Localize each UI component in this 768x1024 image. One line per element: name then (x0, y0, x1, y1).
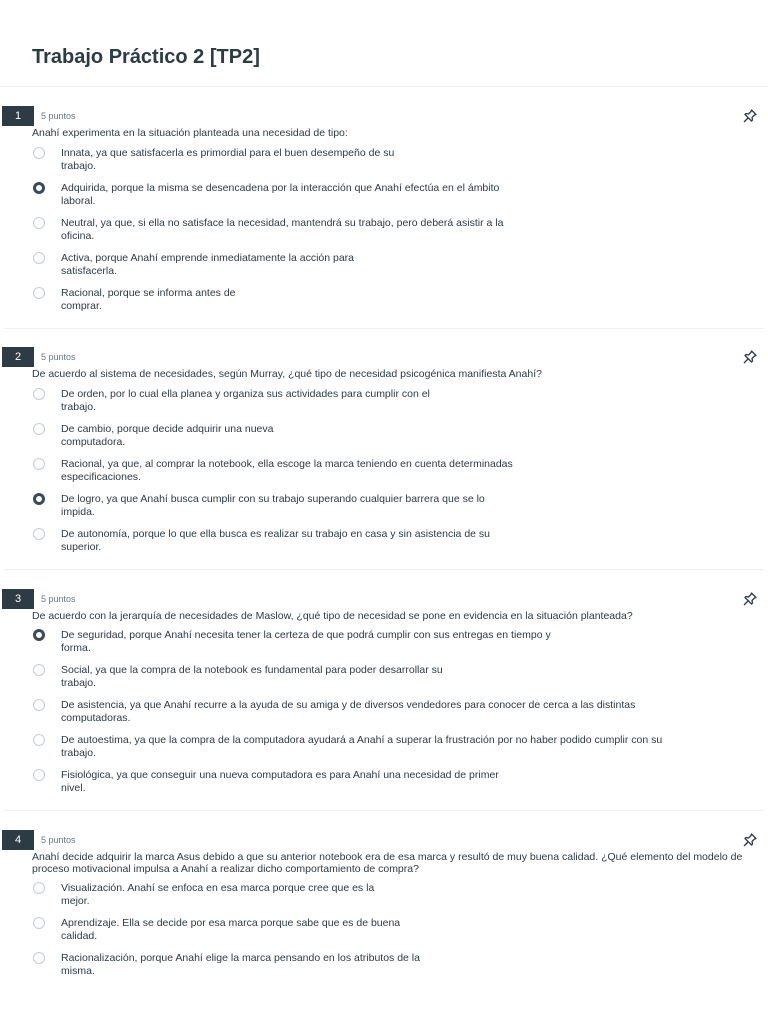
question-points: 5 puntos (41, 594, 76, 604)
option-text-cont: forma. (61, 642, 91, 654)
title-divider (0, 86, 768, 87)
radio-button[interactable] (33, 217, 45, 229)
option-text-cont: trabajo. (61, 401, 97, 413)
pin-icon[interactable] (742, 349, 758, 365)
question-number: 2 (2, 347, 34, 367)
option-text: Racional, ya que, al comprar la notebook, ella escoge la marca teniendo en cuenta determinadas (61, 458, 513, 470)
radio-button-selected[interactable] (33, 629, 45, 641)
radio-button-selected[interactable] (33, 493, 45, 505)
question-number: 3 (2, 589, 34, 609)
option-text-cont: nivel. (61, 782, 86, 794)
radio-button[interactable] (33, 252, 45, 264)
option-text: De autonomía, porque lo que ella busca es realizar su trabajo en casa y sin asistencia de su (61, 528, 491, 540)
radio-button[interactable] (33, 147, 45, 159)
option-text: De logro, ya que Anahí busca cumplir con su trabajo superando cualquier barrera que se lo (61, 493, 485, 505)
radio-button[interactable] (33, 882, 45, 894)
option-text-cont: comprar. (61, 300, 102, 312)
question-divider (4, 569, 764, 570)
radio-button[interactable] (33, 917, 45, 929)
option-text: Fisiológica, ya que conseguir una nueva computadora es para Anahí una necesidad de primer (61, 769, 499, 781)
option-text: De seguridad, porque Anahí necesita tener la certeza de que podrá cumplir con sus entregas en tiempo y (61, 629, 551, 641)
option-text-cont: computadora. (61, 436, 126, 448)
option-text: Racionalización, porque Anahí elige la marca pensando en los atributos de la (61, 952, 420, 964)
option-text-cont: impida. (61, 506, 95, 518)
radio-button-selected[interactable] (33, 182, 45, 194)
option-text-cont: laboral. (61, 195, 96, 207)
question-points: 5 puntos (41, 352, 76, 362)
question-points: 5 puntos (41, 111, 76, 121)
option-text: Racional, porque se informa antes de (61, 287, 236, 299)
option-text-cont: trabajo. (61, 677, 97, 689)
option-text-cont: trabajo. (61, 747, 97, 759)
option-text: Aprendizaje. Ella se decide por esa marca porque sabe que es de buena (61, 917, 401, 929)
option-text: Social, ya que la compra de la notebook es fundamental para poder desarrollar su (61, 664, 443, 676)
option-text: Activa, porque Anahí emprende inmediatamente la acción para (61, 252, 355, 264)
pin-icon[interactable] (742, 108, 758, 124)
option-text-cont: calidad. (61, 930, 98, 942)
option-text: Innata, ya que satisfacerla es primordial para el buen desempeño de su (61, 147, 395, 159)
page-title: Trabajo Práctico 2 [TP2] (32, 46, 260, 68)
option-text-cont: trabajo. (61, 160, 97, 172)
question-text: Anahí decide adquirir la marca Asus debido a que su anterior notebook era de esa marca y resultó de muy buena calidad. ¿Qué elemento del modelo de proceso motivacional impulsa a Anahí a realizar dicho comportamiento de compra? (32, 851, 743, 875)
option-text: Neutral, ya que, si ella no satisface la necesidad, mantendrá su trabajo, pero deberá asistir a la (61, 217, 504, 229)
option-text-cont: especificaciones. (61, 471, 141, 483)
radio-button[interactable] (33, 423, 45, 435)
radio-button[interactable] (33, 388, 45, 400)
option-text-cont: computadoras. (61, 712, 131, 724)
option-text: Adquirida, porque la misma se desencadena por la interacción que Anahí efectúa en el ámbito (61, 182, 500, 194)
option-text: Visualización. Anahí se enfoca en esa marca porque cree que es la (61, 882, 375, 894)
question-text: De acuerdo con la jerarquía de necesidades de Maslow, ¿qué tipo de necesidad se pone en evidencia en la situación planteada? (32, 610, 633, 622)
question-divider (4, 810, 764, 811)
option-text-cont: superior. (61, 541, 102, 553)
option-text: De asistencia, ya que Anahí recurre a la ayuda de su amiga y de diversos vendedores para conocer de cerca a las distintas (61, 699, 636, 711)
question-points: 5 puntos (41, 835, 76, 845)
radio-button[interactable] (33, 699, 45, 711)
option-text: De cambio, porque decide adquirir una nueva (61, 423, 274, 435)
question-number: 4 (2, 830, 34, 850)
radio-button[interactable] (33, 458, 45, 470)
question-text: De acuerdo al sistema de necesidades, según Murray, ¿qué tipo de necesidad psicogénica manifiesta Anahí? (32, 368, 542, 380)
question-divider (4, 328, 764, 329)
option-text: De autoestima, ya que la compra de la computadora ayudará a Anahí a superar la frustración por no haber podido cumplir con su (61, 734, 663, 746)
option-text-cont: satisfacerla. (61, 265, 118, 277)
radio-button[interactable] (33, 769, 45, 781)
radio-button[interactable] (33, 734, 45, 746)
radio-button[interactable] (33, 664, 45, 676)
option-text-cont: oficina. (61, 230, 95, 242)
pin-icon[interactable] (742, 591, 758, 607)
pin-icon[interactable] (742, 832, 758, 848)
radio-button[interactable] (33, 287, 45, 299)
option-text-cont: mejor. (61, 895, 90, 907)
option-text: De orden, por lo cual ella planea y organiza sus actividades para cumplir con el (61, 388, 430, 400)
question-number: 1 (2, 106, 34, 126)
option-text-cont: misma. (61, 965, 95, 977)
radio-button[interactable] (33, 952, 45, 964)
question-text: Anahí experimenta en la situación planteada una necesidad de tipo: (32, 127, 348, 139)
radio-button[interactable] (33, 528, 45, 540)
